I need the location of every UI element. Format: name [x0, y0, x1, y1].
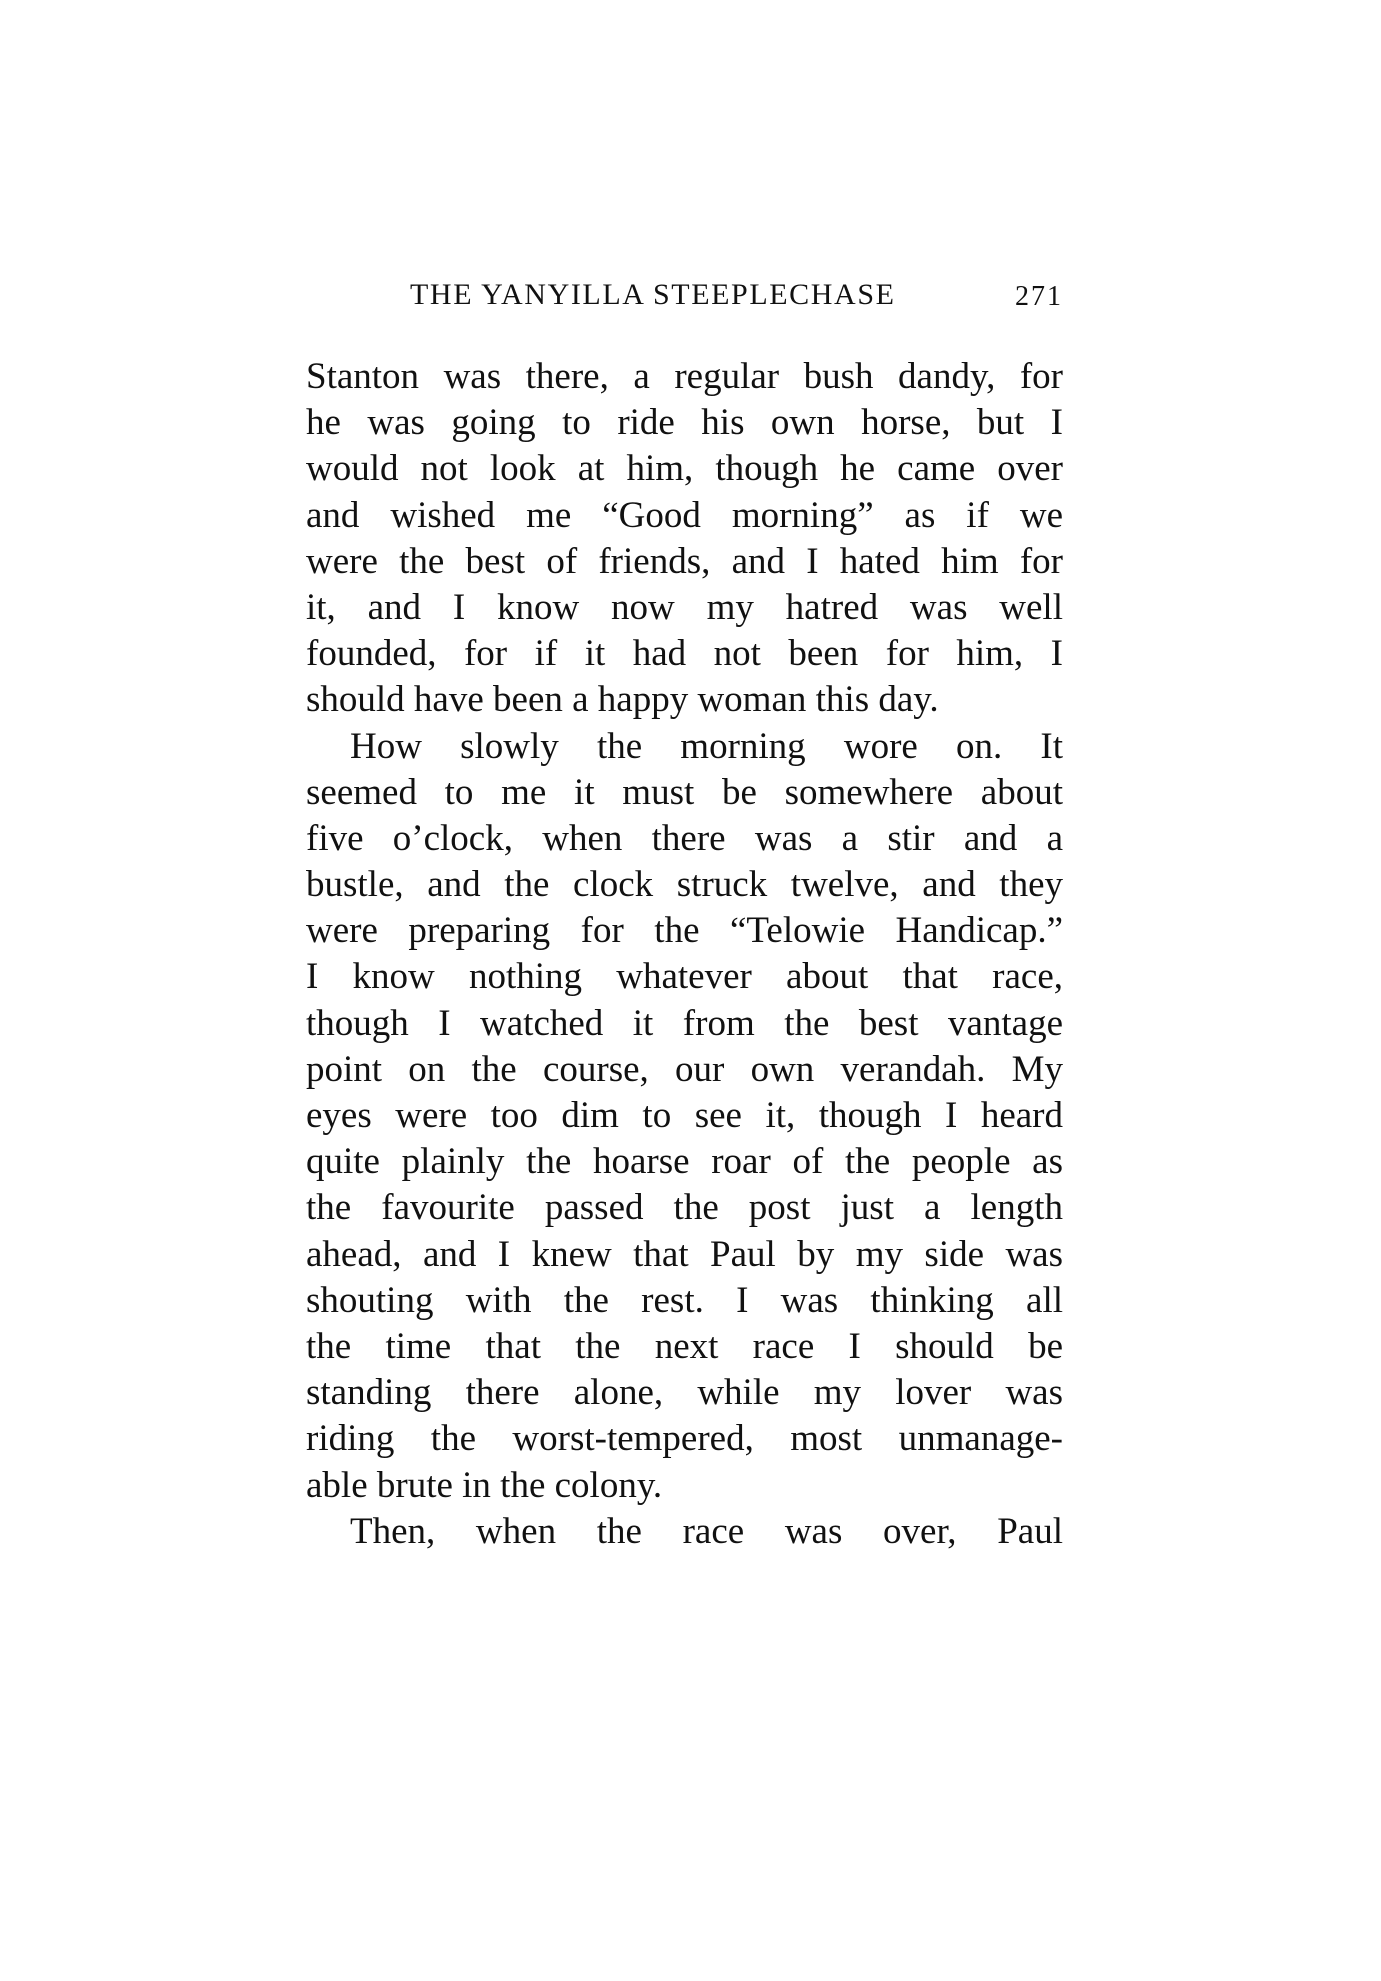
- text-line: were preparing for the “Telowie Handicap.”: [306, 910, 1063, 952]
- body-text: [306, 354, 1063, 1555]
- page-number: 271: [1015, 281, 1063, 312]
- running-title: THE YANYILLA STEEPLECHASE: [410, 278, 896, 311]
- text-line: shouting with the rest. I was thinking all: [306, 1279, 1063, 1321]
- text-line: the time that the next race I should be: [306, 1325, 1063, 1367]
- running-head: [306, 275, 1063, 315]
- text-line: Stanton was there, a regular bush dandy, for: [306, 356, 1063, 397]
- paragraph-start-line: How slowly the morning wore on. It: [350, 725, 1063, 767]
- text-line: though I watched it from the best vantage: [306, 1002, 1063, 1044]
- text-line: point on the course, our own verandah. My: [306, 1048, 1063, 1090]
- text-line: he was going to ride his own horse, but I: [306, 402, 1063, 444]
- text-line: five o’clock, when there was a stir and a: [306, 817, 1063, 859]
- text-line: it, and I know now my hatred was well: [306, 586, 1063, 628]
- text-line: able brute in the colony.: [306, 1464, 663, 1506]
- text-line: standing there alone, while my lover was: [306, 1372, 1063, 1414]
- text-line: I know nothing whatever about that race,: [306, 956, 1063, 998]
- text-line: ahead, and I knew that Paul by my side was: [306, 1233, 1063, 1275]
- text-line: founded, for if it had not been for him, I: [306, 633, 1063, 675]
- text-line: were the best of friends, and I hated him for: [306, 540, 1063, 582]
- text-line: seemed to me it must be somewhere about: [306, 771, 1063, 813]
- text-line: would not look at him, though he came over: [306, 448, 1063, 490]
- text-line: bustle, and the clock struck twelve, and they: [306, 864, 1063, 906]
- text-line: the favourite passed the post just a length: [306, 1187, 1063, 1229]
- text-line: eyes were too dim to see it, though I heard: [306, 1095, 1063, 1136]
- paragraph-start-line: Then, when the race was over, Paul: [350, 1510, 1063, 1552]
- text-line: should have been a happy woman this day.: [306, 679, 939, 721]
- text-line: riding the worst-tempered, most unmanage-: [306, 1418, 1063, 1460]
- text-line: and wished me “Good morning” as if we: [306, 494, 1063, 536]
- text-line: quite plainly the hoarse roar of the people as: [306, 1141, 1063, 1183]
